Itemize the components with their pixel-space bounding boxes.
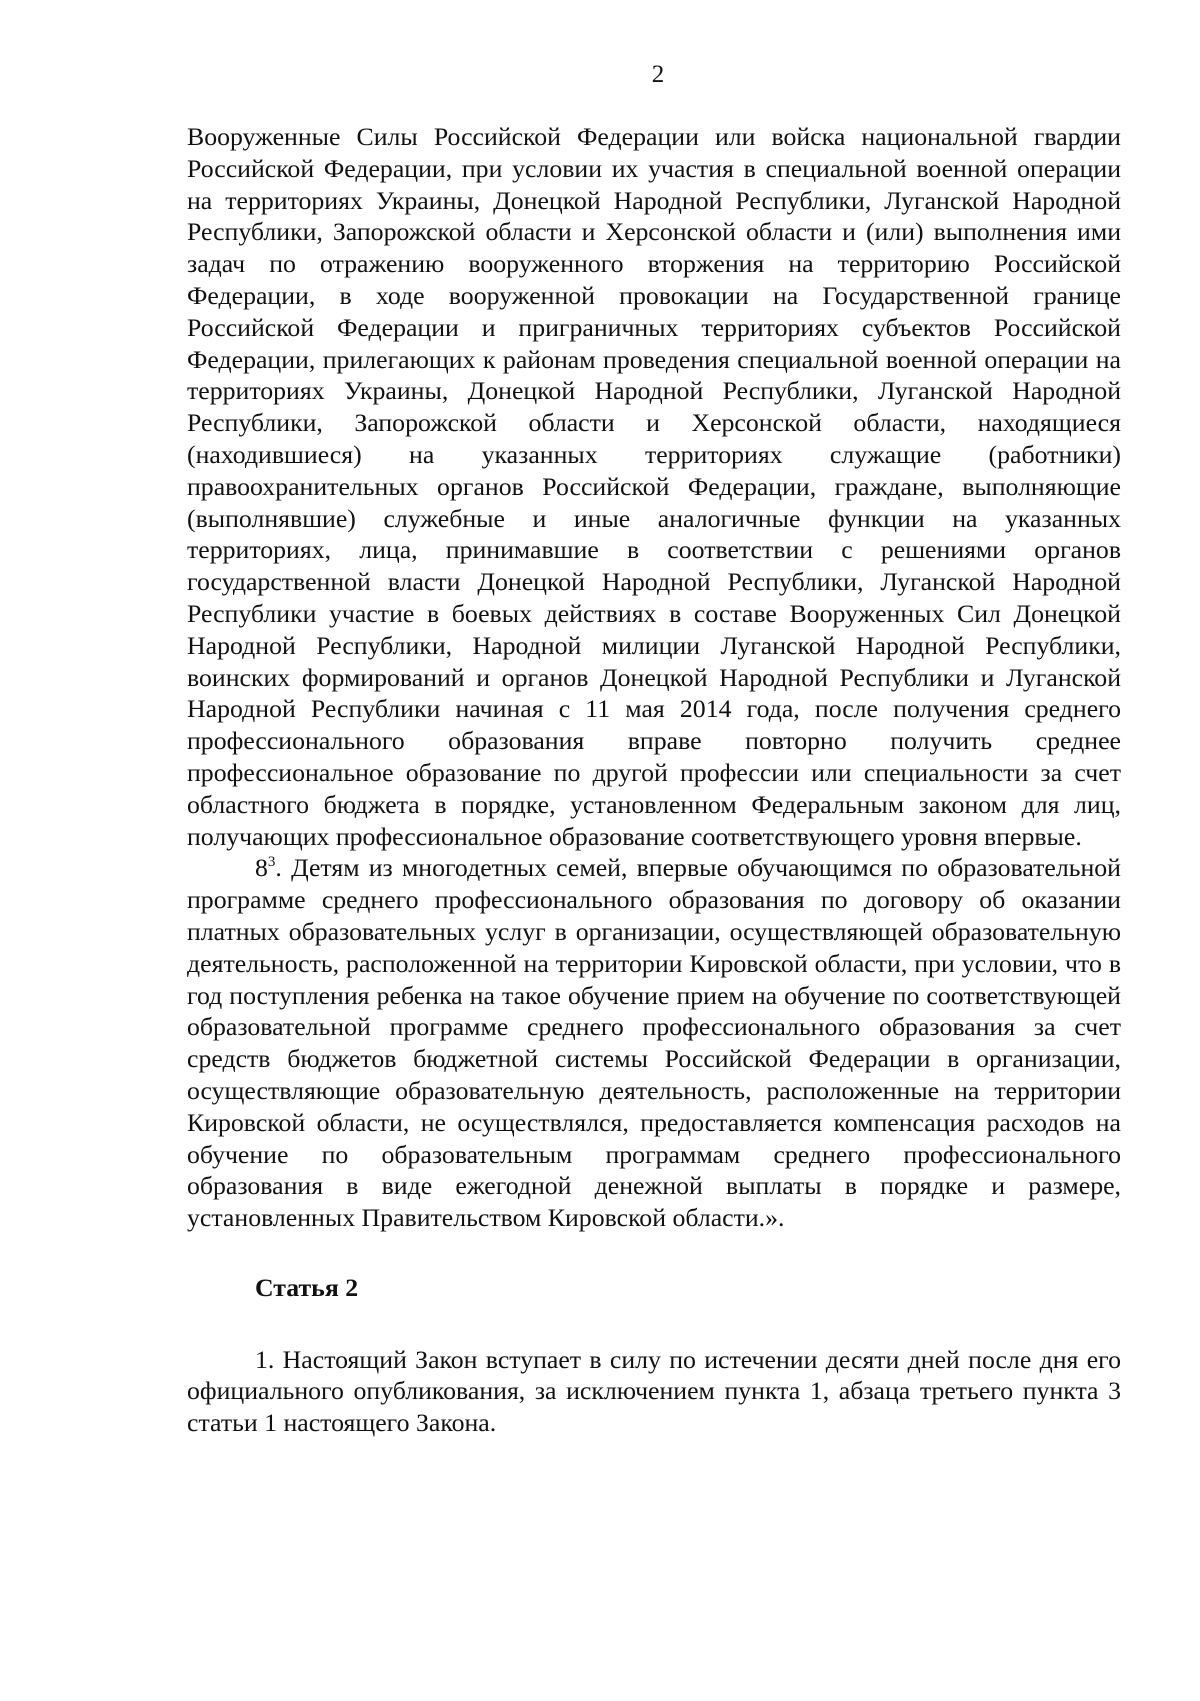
article-heading: Статья 2 [255,1272,359,1302]
paragraph-item-8-3 [187,852,1121,1234]
item-text: . Детям из многодетных семей, впервые обучающимся по образовательной программе среднего профессионального образования по договору об оказании платных образовательных услуг в организации, осуществляющей образовательную деятельность, расположенной на территории Кировской области, при условии, что в год поступления ребенка на такое обучение прием на обучение по соответствующей образовательной программе среднего профессионального образования за счет средств бюджетов бюджетной системы Российской Федерации в организации, осуществляющие образовательную деятельность, расположенные на территории Кировской области, не осуществлялся, предоставляется компенсация расходов на обучение по образовательным программам среднего профессионального образования в виде ежегодной денежной выплаты в порядке и размере, установленных Правительством Кировской области.». [187,853,1121,1233]
page-number: 2 [651,61,665,88]
paragraph-article-2-item-1: 1. Настоящий Закон вступает в силу по истечении десяти дней после дня его официального опубликования, за исключением пункта 1, абзаца третьего пункта 3 статьи 1 настоящего Закона. [187,1344,1121,1438]
item-number-superscript: 3 [267,854,276,871]
paragraph-continuation: Вооруженные Силы Российской Федерации или войска национальной гвардии Российской Федерации, при условии их участия в специальной военной операции на территориях Украины, Донецкой Народной Республики, Луганской Народной Республики, Запорожской области и Херсонской области и (или) выполнения ими задач по отражению вооруженного вторжения на территорию Российской Федерации, в ходе вооруженной провокации на Государственной границе Российской Федерации и приграничных территориях субъектов Российской Федерации, прилегающих к районам проведения специальной военной операции на территориях Украины, Донецкой Народной Республики, Луганской Народной Республики, Запорожской области и Херсонской области, находящиеся (находившиеся) на указанных территориях служащие (работники) правоохранительных органов Российской Федерации, граждане, выполняющие (выполнявшие) служебные и иные аналогичные функции на указанных территориях, лица, принимавшие в соответствии с решениями органов государственной власти Донецкой Народной Республики, Луганской Народной Республики участие в боевых действиях в составе Вооруженных Сил Донецкой Народной Республики, Народной милиции Луганской Народной Республики, воинских формирований и органов Донецкой Народной Республики и Луганской Народной Республики начиная с 11 мая 2014 года, после получения среднего профессионального образования вправе повторно получить среднее профессиональное образование по другой профессии или специальности за счет областного бюджета в порядке, установленном Федеральным законом для лиц, получающих профессиональное образование соответствующего уровня впервые. [187,122,1121,851]
item-number: 8 [255,853,268,883]
document-body [187,121,1121,1439]
